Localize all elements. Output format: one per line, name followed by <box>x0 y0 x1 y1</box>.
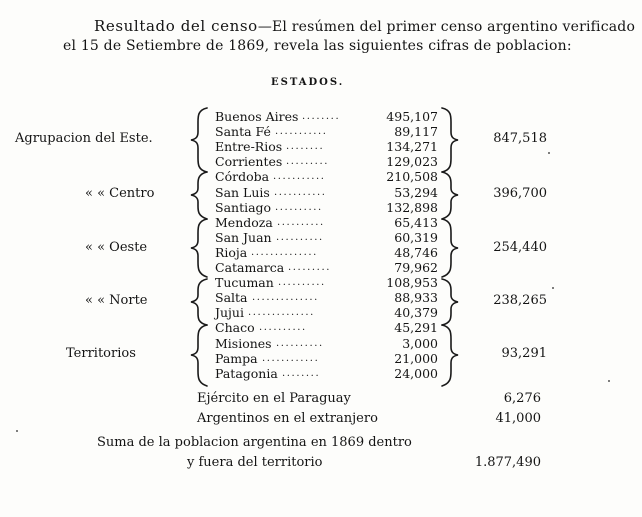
leader-dots: .......... <box>276 232 324 243</box>
province-name: Chaco <box>215 320 255 335</box>
group-total-oeste: 254,440 <box>493 240 547 255</box>
province-population: 53,294 <box>394 185 438 200</box>
summary-line-1: Suma de la poblacion argentina en 1869 dentro <box>97 435 412 450</box>
province-name: Catamarca <box>215 260 285 275</box>
province-population: 108,953 <box>386 275 438 290</box>
leader-dots: .............. <box>251 247 318 258</box>
province-population: 65,413 <box>394 215 438 230</box>
province-name: Santa Fé <box>215 124 271 139</box>
group-total-este: 847,518 <box>493 131 547 146</box>
leader-dots: ........... <box>274 187 327 198</box>
leader-dots: .......... <box>277 217 325 228</box>
leader-dots: ........ <box>282 368 321 379</box>
intro-line-1-rest: —El resúmen del primer censo argentino verificado <box>257 19 636 35</box>
province-name: Santiago <box>215 200 272 215</box>
intro-line-2: el 15 de Setiembre de 1869, revela las siguientes cifras de poblacion: <box>63 38 572 54</box>
leader-dots: .......... <box>275 202 323 213</box>
province-population: 210,508 <box>386 169 438 184</box>
extra-label-ejercito: Ejército en el Paraguay <box>197 391 351 406</box>
left-brace-territorios <box>191 325 207 386</box>
province-name: Misiones <box>215 336 272 351</box>
province-name: Pampa <box>215 351 258 366</box>
leader-dots: ......... <box>288 262 332 273</box>
group-total-territorios: 93,291 <box>501 346 547 361</box>
leader-dots: ........... <box>275 126 328 137</box>
group-label-territorios: Territorios <box>66 346 136 361</box>
province-population: 129,023 <box>386 154 438 169</box>
leader-dots: .......... <box>278 277 326 288</box>
summary-line-2: y fuera del territorio <box>187 455 323 470</box>
province-population: 24,000 <box>394 366 438 381</box>
province-name: Buenos Aires <box>215 109 299 124</box>
province-population: 60,319 <box>394 230 438 245</box>
group-total-centro: 396,700 <box>493 186 547 201</box>
group-label-norte: « « Norte <box>85 293 148 308</box>
right-brace-centro <box>442 172 458 219</box>
province-population: 21,000 <box>394 351 438 366</box>
group-label-este: Agrupacion del Este. <box>15 131 153 146</box>
group-total-norte: 238,265 <box>493 293 547 308</box>
leader-dots: ............ <box>262 353 320 364</box>
province-name: Mendoza <box>215 215 273 230</box>
leader-dots: .......... <box>259 322 307 333</box>
province-population: 79,962 <box>394 260 438 275</box>
leader-dots: ........ <box>286 141 325 152</box>
province-population: 48,746 <box>394 245 438 260</box>
province-name: Salta <box>215 290 248 305</box>
leader-dots: .......... <box>276 338 324 349</box>
extra-value-ejercito: 6,276 <box>503 391 541 406</box>
summary-value: 1.877,490 <box>474 455 541 470</box>
province-population: 495,107 <box>386 109 438 124</box>
province-population: 89,117 <box>394 124 438 139</box>
province-population: 134,271 <box>386 139 438 154</box>
province-name: Córdoba <box>215 169 270 184</box>
extra-label-extranjero: Argentinos en el extranjero <box>197 411 378 426</box>
print-speck <box>552 287 554 289</box>
right-brace-territorios <box>442 325 458 386</box>
leader-dots: ........... <box>273 171 326 182</box>
print-speck <box>608 380 610 382</box>
section-heading: ESTADOS. <box>271 77 345 88</box>
province-name: San Juan <box>215 230 272 245</box>
group-label-oeste: « « Oeste <box>85 240 148 255</box>
province-name: San Luis <box>215 185 270 200</box>
extra-value-extranjero: 41,000 <box>495 411 541 426</box>
left-brace-este <box>191 108 207 172</box>
leader-dots: .............. <box>248 307 315 318</box>
leader-dots: ......... <box>286 156 330 167</box>
province-population: 3,000 <box>402 336 438 351</box>
leader-dots: ........ <box>302 111 341 122</box>
left-brace-oeste <box>191 219 207 277</box>
province-name: Patagonia <box>215 366 278 381</box>
print-speck <box>548 152 550 154</box>
province-name: Rioja <box>215 245 248 260</box>
province-population: 45,291 <box>394 320 438 335</box>
right-brace-oeste <box>442 219 458 277</box>
print-speck <box>16 430 18 432</box>
province-name: Jujui <box>215 305 244 320</box>
group-label-centro: « « Centro <box>85 186 155 201</box>
province-name: Entre-Rios <box>215 139 283 154</box>
province-population: 40,379 <box>394 305 438 320</box>
intro-title: Resultado del censo <box>94 17 258 35</box>
province-name: Tucuman <box>215 275 274 290</box>
left-brace-centro <box>191 172 207 219</box>
province-name: Corrientes <box>215 154 283 169</box>
right-brace-norte <box>442 279 458 325</box>
province-population: 88,933 <box>394 290 438 305</box>
leader-dots: .............. <box>252 292 319 303</box>
left-brace-norte <box>191 279 207 325</box>
province-population: 132,898 <box>386 200 438 215</box>
right-brace-este <box>442 108 458 172</box>
